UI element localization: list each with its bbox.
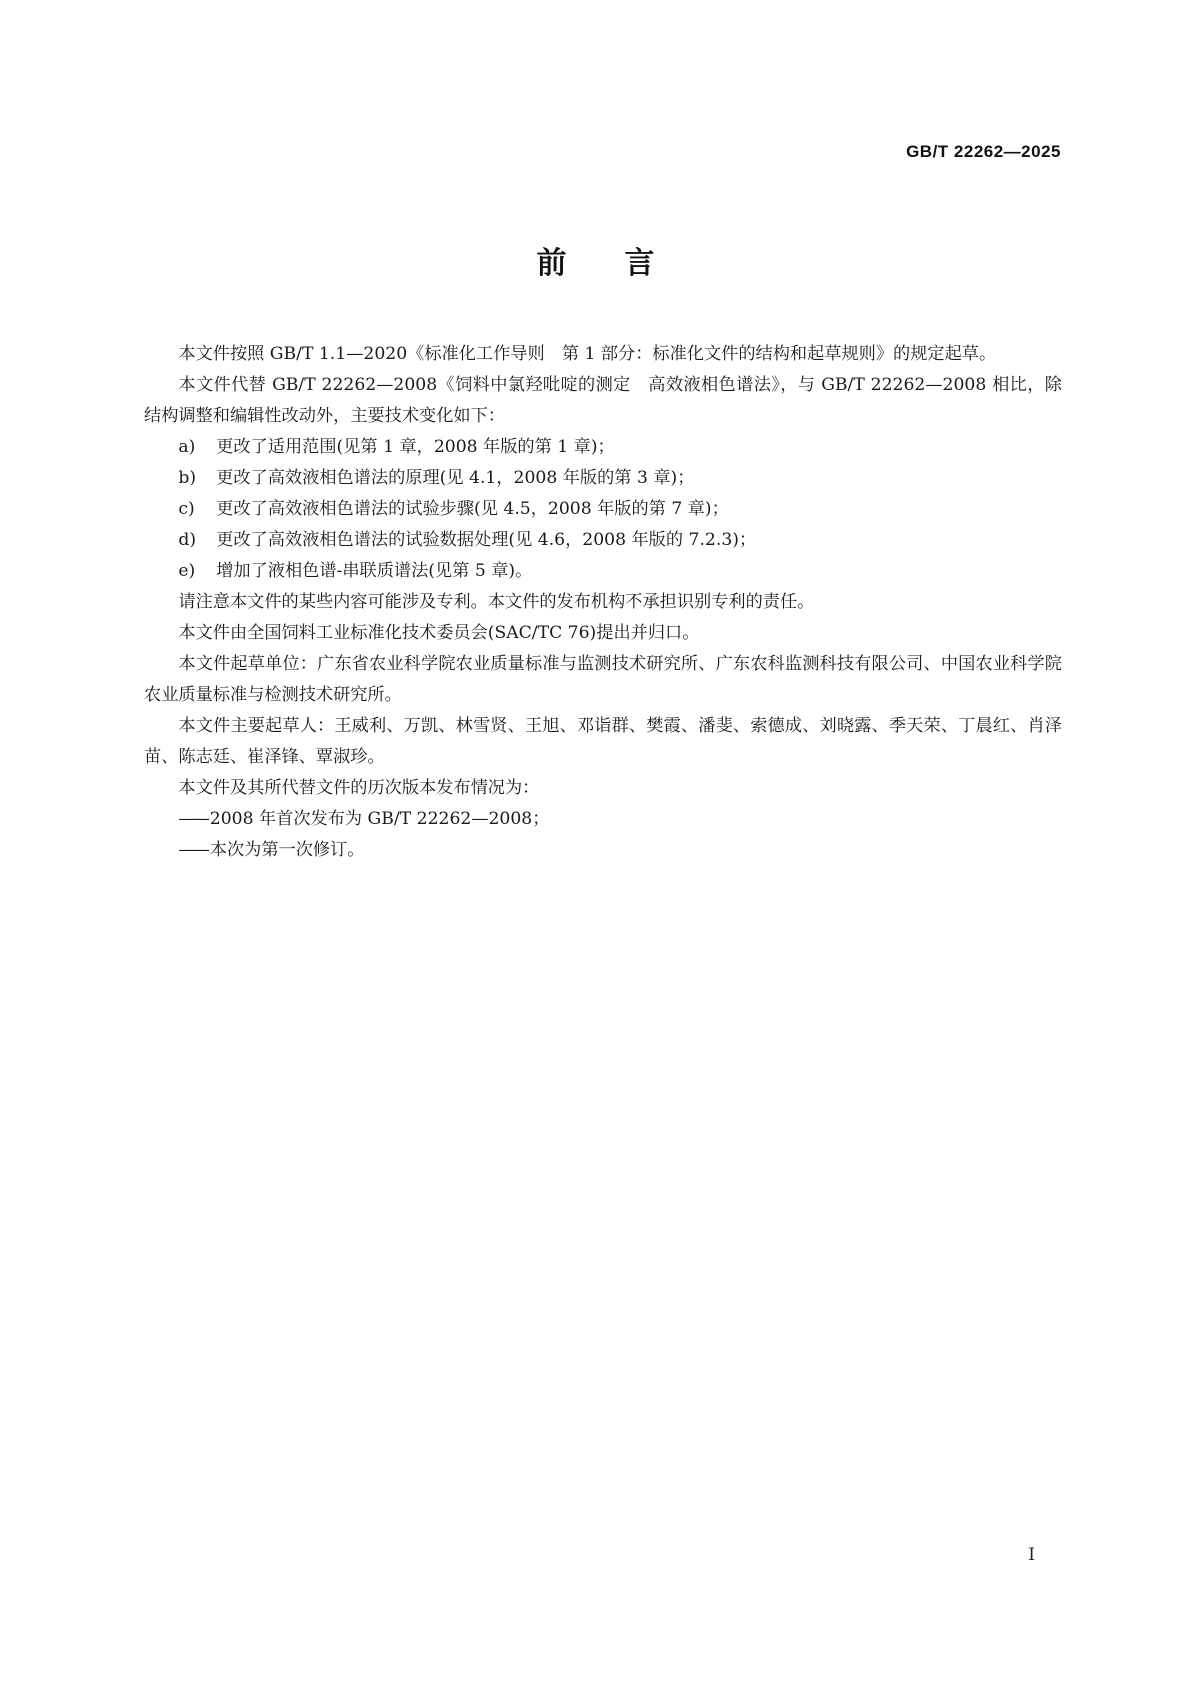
history-dash: —— — [178, 809, 207, 829]
list-item-label: c) — [178, 499, 195, 519]
list-item-label: b) — [178, 468, 197, 488]
list-item — [144, 494, 1062, 525]
list-item-text: 更改了高效液相色谱法的试验数据处理(见 4.6，2008 年版的 7.2.3)； — [216, 530, 757, 550]
paragraph-replacement: 本文件代替 GB/T 22262—2008《饲料中氯羟吡啶的测定 高效液相色谱法》，与 GB/T 22262—2008 相比，除结构调整和编辑性改动外，主要技术变化如下： — [144, 375, 1062, 426]
list-item-text: 更改了适用范围(见第 1 章，2008 年版的第 1 章)； — [216, 437, 615, 457]
page-title: 前言 — [536, 246, 713, 281]
list-item-label: d) — [178, 530, 197, 550]
paragraph-history-intro: 本文件及其所代替文件的历次版本发布情况为： — [178, 778, 540, 798]
paragraph-patent-notice: 请注意本文件的某些内容可能涉及专利。本文件的发布机构不承担识别专利的责任。 — [178, 592, 815, 612]
standard-code: GB/T 22262—2025 — [906, 142, 1061, 161]
history-dash: —— — [178, 840, 207, 860]
paragraph-proposer: 本文件由全国饲料工业标准化技术委员会(SAC/TC 76)提出并归口。 — [178, 623, 700, 643]
foreword-body — [144, 339, 1062, 866]
page-number: Ⅰ — [1028, 1545, 1035, 1565]
list-item-text: 增加了液相色谱-串联质谱法(见第 5 章)。 — [216, 561, 533, 581]
list-item — [144, 463, 1062, 494]
paragraph-drafters: 本文件主要起草人：王威利、万凯、林雪贤、王旭、邓诣群、樊霞、潘斐、索德成、刘晓露、季天荣、丁晨红、肖泽苗、陈志廷、崔泽锋、覃淑珍。 — [144, 716, 1062, 767]
history-item — [144, 835, 1062, 866]
list-item-label: e) — [178, 561, 196, 581]
list-item — [144, 432, 1062, 463]
list-item-text: 更改了高效液相色谱法的试验步骤(见 4.5，2008 年版的第 7 章)； — [216, 499, 729, 519]
paragraph-drafting-units: 本文件起草单位：广东省农业科学院农业质量标准与监测技术研究所、广东农科监测科技有限公司、中国农业科学院农业质量标准与检测技术研究所。 — [144, 654, 1062, 705]
history-text: 本次为第一次修订。 — [209, 840, 365, 860]
list-item-text: 更改了高效液相色谱法的原理(见 4.1，2008 年版的第 3 章)； — [216, 468, 695, 488]
paragraph-drafting-basis: 本文件按照 GB/T 1.1—2020《标准化工作导则 第 1 部分：标准化文件的结构和起草规则》的规定起草。 — [178, 344, 997, 364]
list-item — [144, 556, 1062, 587]
history-text: 2008 年首次发布为 GB/T 22262—2008； — [209, 809, 550, 829]
history-item — [144, 804, 1062, 835]
list-item — [144, 525, 1062, 556]
list-item-label: a) — [178, 437, 196, 457]
